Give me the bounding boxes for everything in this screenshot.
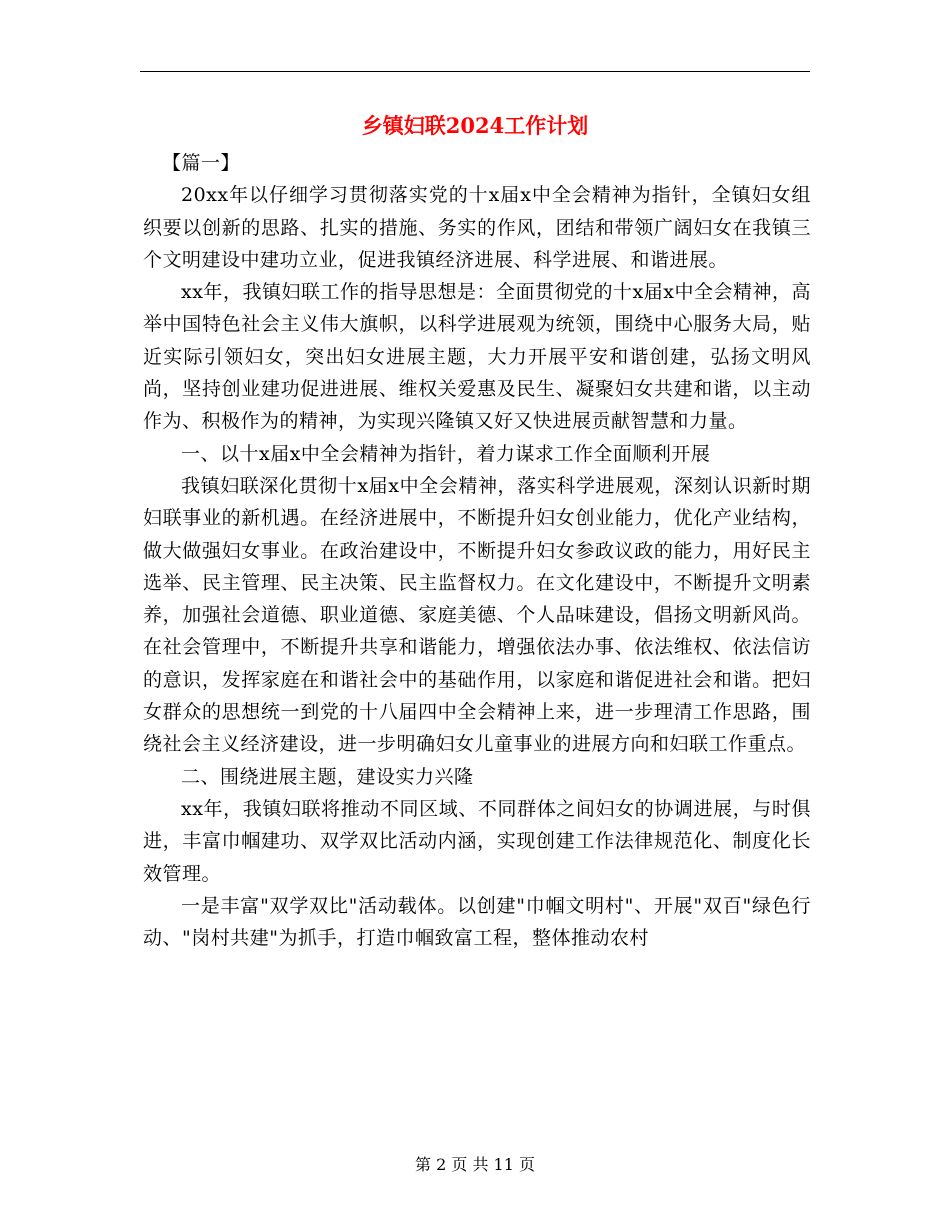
heading-section-one: 一、以十x届x中全会精神为指针，着力谋求工作全面顺利开展: [181, 442, 711, 465]
paragraph-section-one-body: 我镇妇联深化贯彻十x届x中全会精神，落实科学进展观，深刻认识新时期妇联事业的新机遇。在经济进展中，不断提升妇女创业能力，优化产业结构，做大做强妇女事业。在政治建设中，不断提升妇女参政议政的能力，用好民主选举、民主管理、民主决策、民主监督权力。在文化建设中，不断提升文明素养，加强社会道德、职业道德、家庭美德、个人品味建设，倡扬文明新风尚。在社会管理中，不断提升共享和谐能力，增强依法办事、依法维权、依法信访的意识，发挥家庭在和谐社会中的基础作用，以家庭和谐促进社会和谐。把妇女群众的思想统一到党的十八届四中全会精神上来，进一步理清工作思路，围绕社会主义经济建设，进一步明确妇女儿童事业的进展方向和妇联工作重点。: [143, 474, 811, 756]
document-title: 乡镇妇联2024工作计划: [361, 113, 589, 138]
document-body: [143, 147, 811, 954]
heading-section-two: 二、围绕进展主题，建设实力兴隆: [181, 765, 474, 788]
page-indicator: 第 2 页 共 11 页: [415, 1155, 535, 1174]
paragraph-intro: 20xx年以仔细学习贯彻落实党的十x届x中全会精神为指针，全镇妇女组织要以创新的思路、扎实的措施、务实的作风，团结和带领广阔妇女在我镇三个文明建设中建功立业，促进我镇经济进展、科学进展、和谐进展。: [143, 184, 811, 271]
section-label: 【篇一】: [162, 152, 241, 174]
header-rule: [140, 71, 810, 72]
paragraph-guiding-ideology: xx年，我镇妇联工作的指导思想是：全面贯彻党的十x届x中全会精神，高举中国特色社会主义伟大旗帜，以科学进展观为统领，围绕中心服务大局，贴近实际引领妇女，突出妇女进展主题，大力开展平安和谐创建，弘扬文明风尚，坚持创业建功促进进展、维权关爱惠及民生、凝聚妇女共建和谐，以主动作为、积极作为的精神，为实现兴隆镇又好又快进展贡献智慧和力量。: [143, 281, 811, 433]
paragraph-point-one: 一是丰富"双学双比"活动载体。以创建"巾帼文明村"、开展"双百"绿色行动、"岗村共建"为抓手，打造巾帼致富工程，整体推动农村: [143, 894, 811, 950]
paragraph-section-two-body: xx年，我镇妇联将推动不同区域、不同群体之间妇女的协调进展，与时俱进，丰富巾帼建功、双学双比活动内涵，实现创建工作法律规范化、制度化长效管理。: [143, 797, 811, 885]
